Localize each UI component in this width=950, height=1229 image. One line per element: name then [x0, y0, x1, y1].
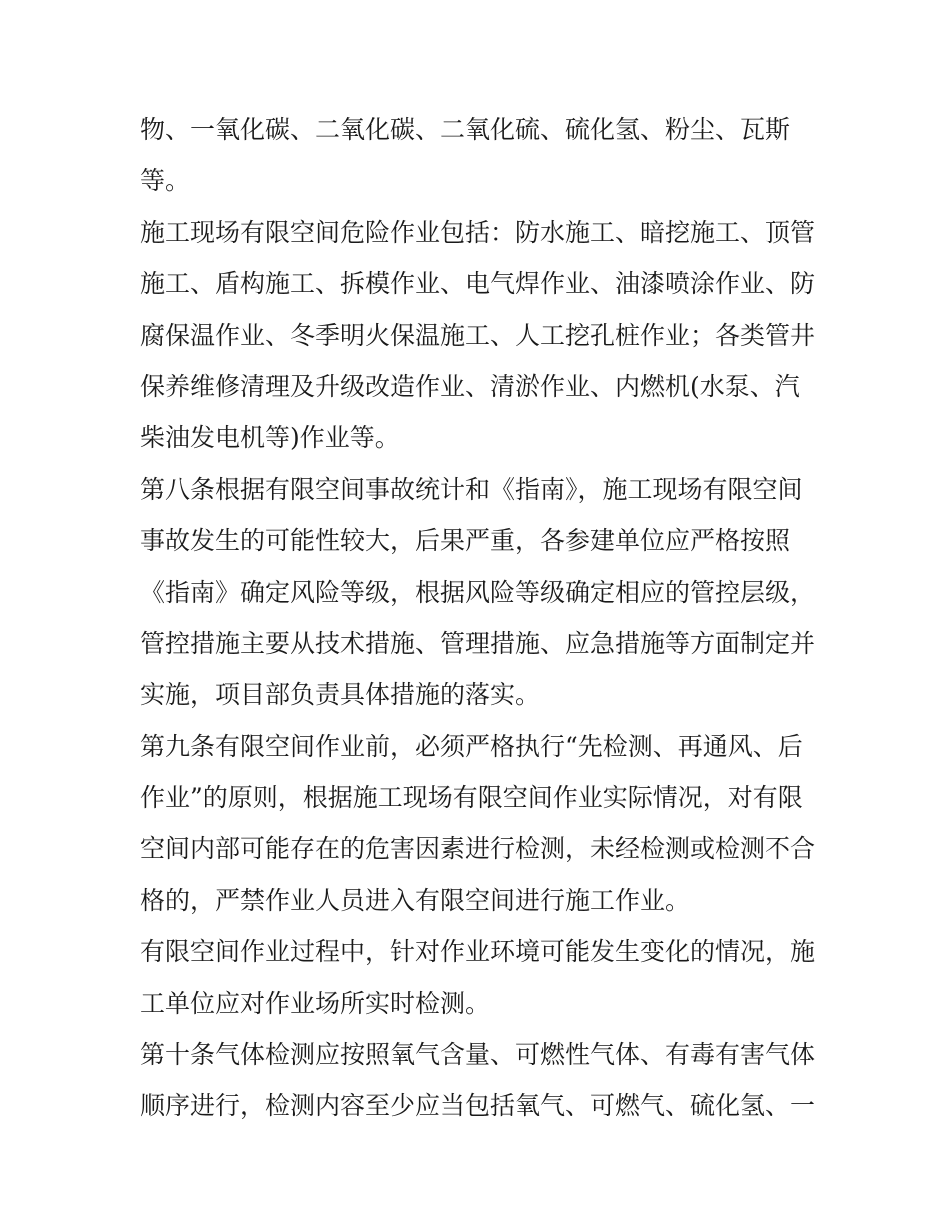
text-line: 作业”的原则，根据施工现场有限空间作业实际情况，对有限 [140, 783, 803, 813]
text-line: 有限空间作业过程中，针对作业环境可能发生变化的情况，施 [140, 937, 816, 967]
text-line: 柴油发电机等)作业等。 [140, 423, 400, 453]
text-line: 空间内部可能存在的危害因素进行检测，未经检测或检测不合 [140, 834, 816, 864]
text-line: 《指南》确定风险等级，根据风险等级确定相应的管控层级， [140, 577, 816, 607]
text-line: 第九条有限空间作业前，必须严格执行“先检测、再通风、后 [140, 731, 803, 761]
text-line: 工单位应对作业场所实时检测。 [140, 988, 491, 1018]
text-line: 顺序进行，检测内容至少应当包括氧气、可燃气、硫化氢、一 [140, 1091, 816, 1121]
text-line: 保养维修清理及升级改造作业、清淤作业、内燃机(水泵、汽 [140, 371, 800, 401]
text-line: 第十条气体检测应按照氧气含量、可燃性气体、有毒有害气体 [140, 1040, 816, 1070]
text-line: 事故发生的可能性较大，后果严重，各参建单位应严格按照 [140, 526, 791, 556]
text-line: 施工、盾构施工、拆模作业、电气焊作业、油漆喷涂作业、防 [140, 269, 816, 299]
document-body [140, 104, 820, 1132]
text-line: 实施，项目部负责具体措施的落实。 [140, 680, 541, 710]
text-line: 第八条根据有限空间事故统计和《指南》，施工现场有限空间 [140, 474, 803, 504]
text-line: 管控措施主要从技术措施、管理措施、应急措施等方面制定并 [140, 628, 816, 658]
text-line: 物、一氧化碳、二氧化碳、二氧化硫、硫化氢、粉尘、瓦斯 [140, 115, 791, 144]
text-line: 格的，严禁作业人员进入有限空间进行施工作业。 [140, 885, 691, 915]
text-line: 施工现场有限空间危险作业包括：防水施工、暗挖施工、顶管 [140, 217, 816, 247]
text-line: 腐保温作业、冬季明火保温施工、人工挖孔桩作业；各类管井 [140, 320, 816, 350]
text-line: 等。 [140, 166, 191, 196]
